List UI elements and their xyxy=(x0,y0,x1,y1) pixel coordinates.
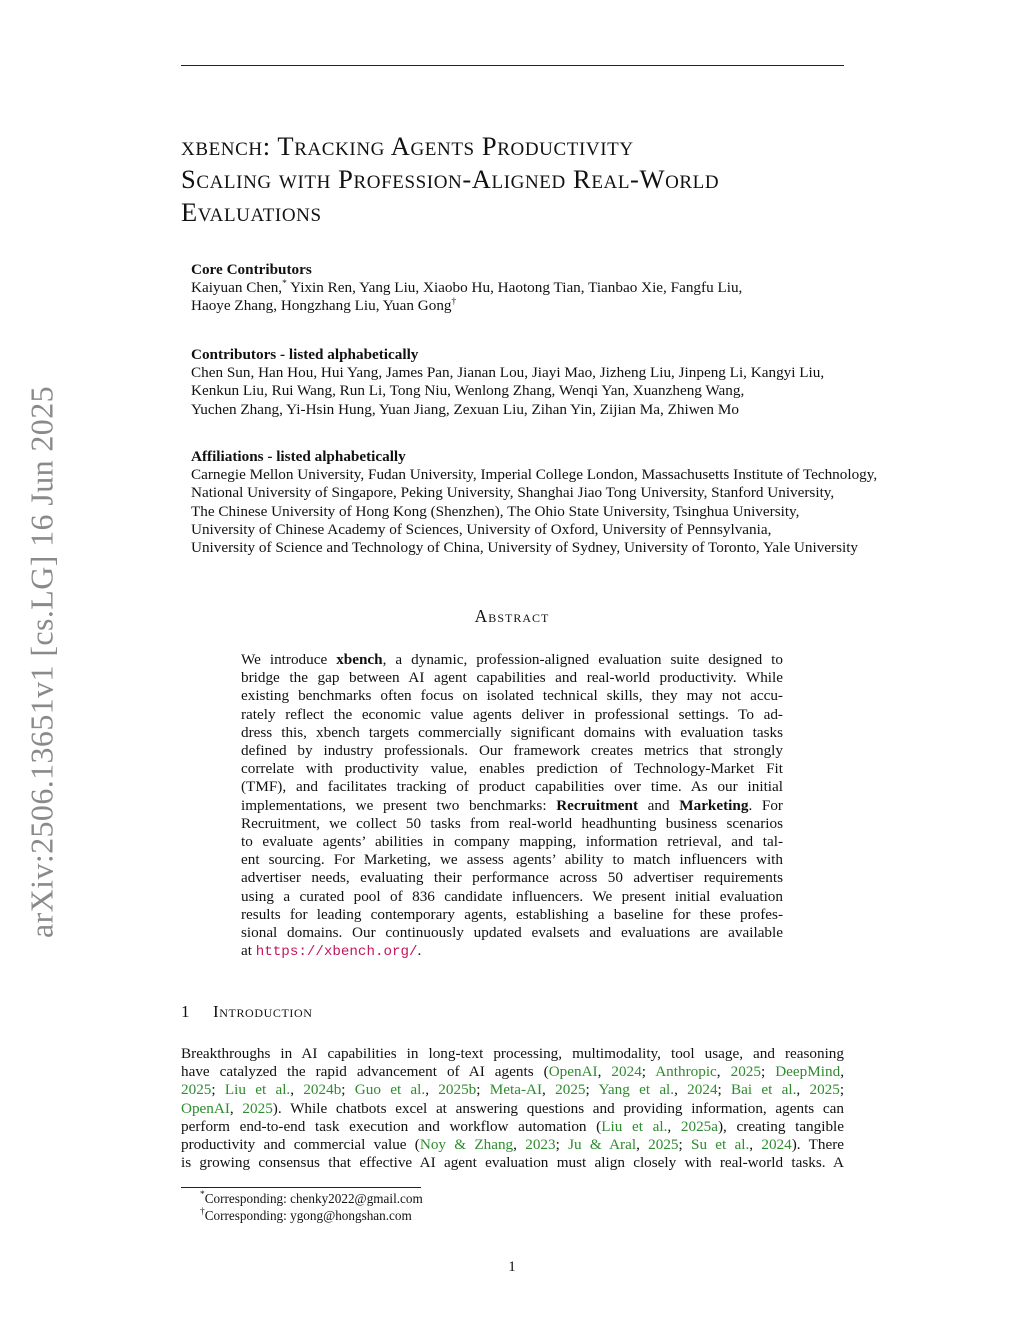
section-heading xyxy=(181,1002,313,1022)
abstract-line: existing benchmarks often focus on isolated technical skills, they may not accu- xyxy=(241,687,783,705)
bold-term: xbench xyxy=(336,651,383,668)
text: ; xyxy=(585,1081,599,1099)
text: , xyxy=(636,1136,649,1154)
citation-link[interactable]: 2023 xyxy=(525,1136,556,1154)
citation-link[interactable]: Anthropic xyxy=(655,1063,717,1081)
intro-line xyxy=(181,1063,844,1081)
bold-term: Marketing xyxy=(679,796,749,814)
text: , xyxy=(667,1117,681,1135)
citation-link[interactable]: Liu et al. xyxy=(601,1117,668,1135)
title-line: Evaluations xyxy=(181,197,322,227)
citation-link[interactable]: 2025a xyxy=(680,1117,718,1135)
title-line: xbench: Tracking Agents Productivity xyxy=(181,131,634,161)
contributors-heading: Contributors - listed alphabetically xyxy=(191,346,419,363)
text: , a dynamic, profession-aligned evaluation suite designed to xyxy=(382,651,783,668)
text: ; xyxy=(341,1081,355,1099)
citation-link[interactable]: 2024 xyxy=(687,1081,718,1099)
citation-link[interactable]: Bai et al. xyxy=(731,1081,797,1099)
footnote-text: Corresponding: chenky2022@gmail.com xyxy=(204,1191,423,1206)
title-line: Scaling with Profession-Aligned Real-World xyxy=(181,164,720,194)
citation-link[interactable]: 2025 xyxy=(730,1063,761,1081)
citation-link[interactable]: 2024 xyxy=(761,1136,792,1154)
text: ). There xyxy=(791,1136,844,1154)
citation-link[interactable]: Ju & Aral xyxy=(568,1136,637,1154)
arxiv-identifier-stamp: arXiv:2506.13651v1 [cs.LG] 16 Jun 2025 xyxy=(23,385,60,939)
citation-link[interactable]: 2025 xyxy=(181,1081,212,1099)
footnote-rule xyxy=(181,1187,421,1188)
citation-link[interactable]: Guo et al. xyxy=(354,1081,426,1099)
citation-link[interactable]: OpenAI xyxy=(548,1063,598,1081)
core-contributors-line xyxy=(191,279,971,297)
citation-link[interactable]: 2025 xyxy=(555,1081,586,1099)
intro-line xyxy=(181,1081,844,1099)
intro-line xyxy=(181,1136,844,1154)
intro-line xyxy=(181,1118,844,1136)
text: , xyxy=(840,1063,844,1081)
bold-term: Recruitment xyxy=(556,796,639,814)
text: at xyxy=(241,942,256,960)
citation-link[interactable]: Su et al. xyxy=(691,1136,750,1154)
abstract-heading: Abstract xyxy=(474,606,550,626)
affiliations-line: University of Chinese Academy of Sciences, University of Oxford, University of Pennsylvania, xyxy=(191,520,772,538)
section-number: 1 xyxy=(181,1002,191,1021)
contributors xyxy=(191,346,971,419)
intro-line: Breakthroughs in AI capabilities in long-text processing, multimodality, tool usage, and reasoning xyxy=(181,1045,844,1062)
text: , xyxy=(796,1081,810,1099)
text: implementations, we present two benchmarks: xyxy=(241,796,557,814)
footnote-mark: † xyxy=(451,297,457,308)
text: and xyxy=(638,796,680,814)
text: ; xyxy=(678,1136,691,1154)
top-rule xyxy=(181,65,844,66)
citation-link[interactable]: OpenAI xyxy=(181,1099,230,1117)
abstract-line: Recruitment, we collect 50 tasks from real-world headhunting business scenarios xyxy=(241,814,783,832)
author-text: Yixin Ren, Yang Liu, Xiaobo Hu, Haotong Tian, Tianbao Xie, Fangfu Liu, xyxy=(286,279,743,297)
xbench-url-link[interactable]: https://xbench.org/ xyxy=(255,944,418,961)
text: perform end-to-end task execution and workflow automation ( xyxy=(181,1117,602,1135)
intro-line: is growing consensus that effective AI agent evaluation must align closely with real-world tasks. A xyxy=(181,1154,844,1172)
abstract-line: ent sourcing. For Marketing, we assess agents’ ability to match influencers with xyxy=(241,851,783,869)
text: productivity and commercial value ( xyxy=(181,1136,420,1154)
citation-link[interactable]: Noy & Zhang xyxy=(419,1136,514,1154)
page-number: 1 xyxy=(508,1259,516,1275)
abstract-line: to evaluate agents’ abilities in company mapping, information retrieval, and tal- xyxy=(241,833,783,851)
text: , xyxy=(597,1063,612,1081)
abstract-line: rately reflect the economic value agents deliver in professional settings. To ad- xyxy=(241,705,783,723)
abstract-line: results for leading contemporary agents, establishing a baseline for these profes- xyxy=(241,905,783,923)
footnotes xyxy=(200,1190,423,1224)
text: , xyxy=(425,1081,439,1099)
text: , xyxy=(290,1081,304,1099)
abstract-line: correlate with productivity value, enables prediction of Technology-Market Fit xyxy=(241,760,783,778)
affiliations-line: Carnegie Mellon University, Fudan University, Imperial College London, Massachusetts Institute of Technology, xyxy=(191,466,878,484)
text: , xyxy=(749,1136,762,1154)
contributors-line: Kenkun Liu, Rui Wang, Run Li, Tong Niu, Wenlong Zhang, Wenqi Yan, Xuanzheng Wang, xyxy=(191,382,745,400)
abstract-line xyxy=(241,651,783,669)
abstract-line: sional domains. Our continuously updated evalsets and evaluations are available xyxy=(241,924,783,942)
footnote-text: Corresponding: ygong@hongshan.com xyxy=(204,1208,412,1223)
contributors-line: Yuchen Zhang, Yi-Hsin Hung, Yuan Jiang, Zexuan Liu, Zihan Yin, Zijian Ma, Zhiwen Mo xyxy=(191,400,739,418)
citation-link[interactable]: 2024 xyxy=(611,1063,642,1081)
intro-line xyxy=(181,1100,844,1118)
text: ; xyxy=(760,1063,776,1081)
abstract-line: bridge the gap between AI agent capabilities and real-world productivity. While xyxy=(241,669,783,687)
text: We introduce xyxy=(241,651,337,668)
text: ; xyxy=(839,1081,845,1099)
citation-link[interactable]: 2025 xyxy=(242,1099,273,1117)
text: . For xyxy=(748,796,783,814)
affiliations xyxy=(191,448,971,557)
text: , xyxy=(716,1063,731,1081)
affiliations-heading: Affiliations - listed alphabetically xyxy=(191,448,406,465)
footnote-mark: * xyxy=(282,279,287,290)
abstract-line: dress this, xbench targets commercially significant domains with evaluation tasks xyxy=(241,723,783,741)
text: ; xyxy=(717,1081,732,1099)
citation-link[interactable]: Liu et al. xyxy=(224,1081,291,1099)
section-title: Introduction xyxy=(213,1002,313,1021)
citation-link[interactable]: Yang et al. xyxy=(598,1081,675,1099)
author-text: Kaiyuan Chen, xyxy=(191,279,283,297)
text: ; xyxy=(555,1136,569,1154)
citation-link[interactable]: DeepMind xyxy=(775,1063,841,1081)
affiliations-line: National University of Singapore, Peking University, Shanghai Jiao Tong University, Stanford University, xyxy=(191,484,835,502)
affiliations-line: The Chinese University of Hong Kong (Shenzhen), The Ohio State University, Tsinghua University, xyxy=(191,502,800,520)
abstract-line: using a curated pool of 836 candidate influencers. We present initial evaluation xyxy=(241,887,783,905)
citation-link[interactable]: 2024b xyxy=(303,1081,342,1099)
text: , xyxy=(513,1136,526,1154)
footnote-mark: * xyxy=(200,1190,205,1200)
abstract-body xyxy=(241,651,783,961)
citation-link[interactable]: Meta-AI xyxy=(489,1081,543,1099)
paper-title xyxy=(181,130,881,229)
contributors-line: Chen Sun, Han Hou, Hui Yang, James Pan, Jianan Lou, Jiayi Mao, Jizheng Liu, Jinpeng Li, Kangyi Liu, xyxy=(191,364,825,382)
introduction-body xyxy=(181,1045,844,1172)
text: ). While chatbots excel at answering questions and providing information, agents can xyxy=(272,1099,844,1117)
text: ; xyxy=(476,1081,490,1099)
text: ), creating tangible xyxy=(718,1117,845,1135)
text: have catalyzed the rapid advancement of AI agents ( xyxy=(181,1063,549,1081)
citation-link[interactable]: 2025 xyxy=(809,1081,840,1099)
footnote xyxy=(200,1207,423,1224)
text: ; xyxy=(641,1063,656,1081)
abstract-line: advertiser needs, evaluating their performance across 50 advertiser requirements xyxy=(241,869,783,887)
text: , xyxy=(229,1099,243,1117)
footnote-mark: † xyxy=(200,1207,205,1217)
citation-link[interactable]: 2025b xyxy=(438,1081,477,1099)
core-contributors-heading: Core Contributors xyxy=(191,261,312,278)
affiliations-line: University of Science and Technology of China, University of Sydney, University of Toronto, Yale University xyxy=(191,539,859,557)
text: , xyxy=(674,1081,688,1099)
abstract-line: defined by industry professionals. Our framework creates metrics that strongly xyxy=(241,742,783,760)
abstract-line: (TMF), and facilitates tracking of product capabilities over time. As our initial xyxy=(241,778,783,796)
core-contributors xyxy=(191,261,971,316)
abstract-line xyxy=(241,797,783,815)
citation-link[interactable]: 2025 xyxy=(648,1136,679,1154)
core-contributors-line xyxy=(191,297,971,315)
text: . xyxy=(417,942,422,960)
abstract-line xyxy=(241,942,783,961)
text: ; xyxy=(211,1081,225,1099)
author-text: Haoye Zhang, Hongzhang Liu, Yuan Gong xyxy=(191,297,452,315)
footnote xyxy=(200,1190,423,1207)
text: , xyxy=(542,1081,556,1099)
